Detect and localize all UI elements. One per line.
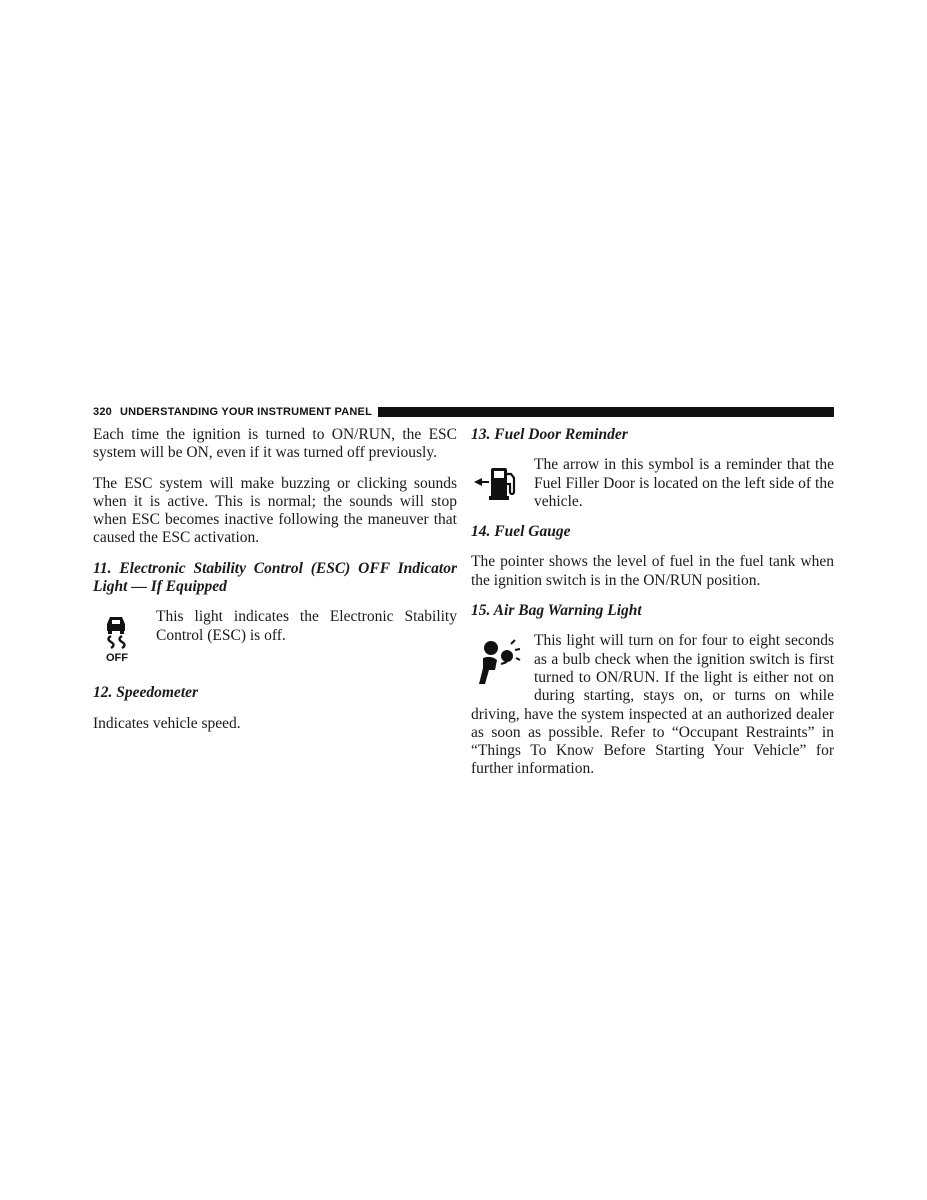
fuel-door-heading: 13. Fuel Door Reminder	[471, 426, 628, 443]
fuel-gauge-heading: 14. Fuel Gauge	[471, 523, 571, 541]
air-bag-icon	[471, 634, 521, 692]
air-bag-block	[471, 632, 834, 778]
speedometer-heading: 12. Speedometer	[93, 684, 199, 702]
fuel-door-icon	[471, 460, 521, 510]
esc-on-paragraph: Each time the ignition is turned to ON/RUN, the ESC system will be ON, even if it was turned off previously.	[93, 426, 457, 462]
esc-off-block	[93, 608, 457, 662]
header-rule	[378, 407, 834, 417]
page-header	[93, 405, 834, 419]
left-column	[93, 426, 457, 745]
esc-off-text: This light indicates the Electronic Stability Control (ESC) is off.	[156, 608, 457, 644]
section-title: UNDERSTANDING YOUR INSTRUMENT PANEL	[119, 406, 373, 418]
esc-off-icon	[93, 612, 143, 662]
fuel-door-block	[471, 456, 834, 511]
air-bag-text: This light will turn on for four to eight seconds as a bulb check when the ignition switch is first turned to ON/RUN. If the light is either not on during starting, stays on, or turns on while driving, have the system inspected at an authorized dealer as soon as possible. Refer to “Occupant Restraints” in “Things To Know Before Starting Your Vehicle” for further information.	[471, 632, 834, 778]
esc-off-heading: 11. Electronic Stability Control (ESC) OFF Indicator Light — If Equipped	[93, 559, 457, 596]
speedometer-text: Indicates vehicle speed.	[93, 714, 241, 732]
fuel-door-text: The arrow in this symbol is a reminder that the Fuel Filler Door is located on the left side of the vehicle.	[534, 456, 834, 510]
air-bag-heading: 15. Air Bag Warning Light	[471, 602, 642, 620]
esc-off-icon-label: OFF	[106, 652, 128, 663]
esc-sounds-paragraph: The ESC system will make buzzing or clicking sounds when it is active. This is normal; the sounds will stop when ESC becomes inactive following the maneuver that caused the ESC activation.	[93, 474, 457, 547]
fuel-gauge-text: The pointer shows the level of fuel in the fuel tank when the ignition switch is in the ON/RUN position.	[471, 553, 834, 589]
right-column	[471, 426, 834, 791]
page-number: 320	[93, 406, 112, 418]
